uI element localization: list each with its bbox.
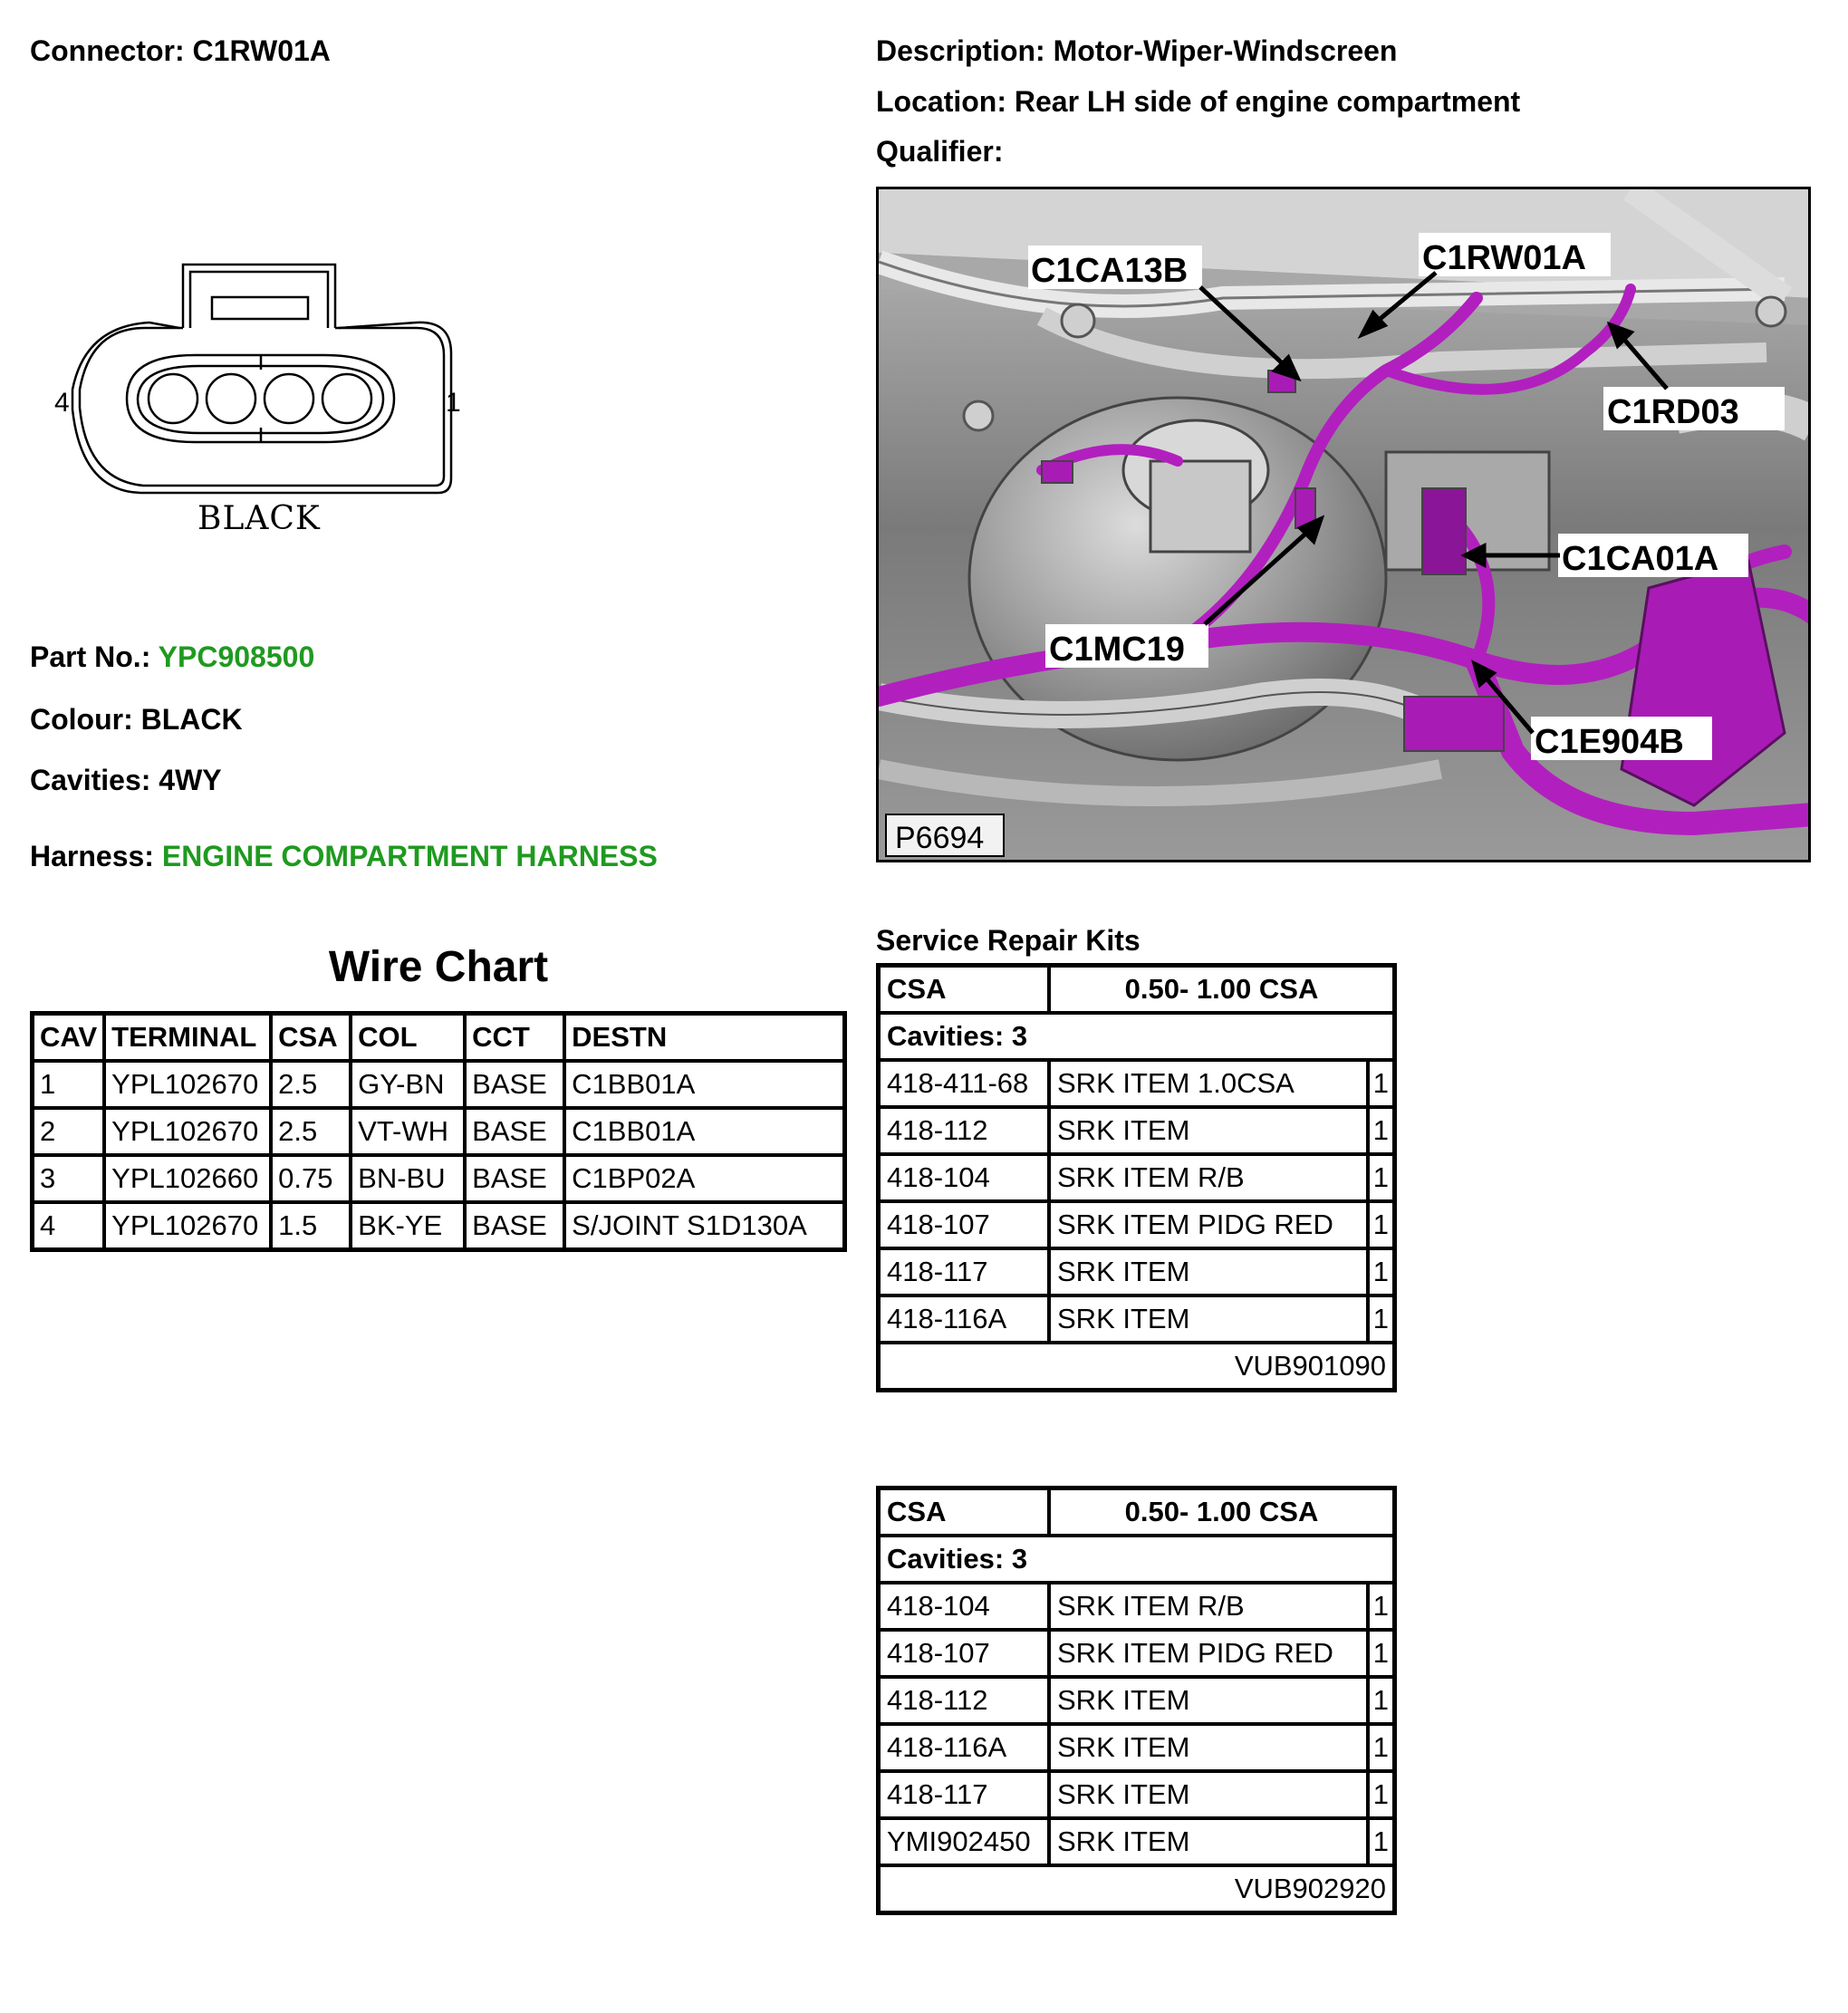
cell-cav: 1	[33, 1061, 105, 1108]
cell-destn: S/JOINT S1D130A	[564, 1202, 844, 1250]
kit-item-desc: SRK ITEM PIDG RED	[1049, 1630, 1368, 1677]
kit-item-desc: SRK ITEM PIDG RED	[1049, 1201, 1368, 1248]
cavities-row	[30, 764, 222, 797]
callout-c1ca01a: C1CA01A	[1562, 540, 1719, 578]
cavities-label: Cavities:	[30, 764, 151, 796]
kit-item-code: 418-107	[879, 1630, 1050, 1677]
cell-col: BN-BU	[351, 1155, 465, 1202]
col-header-destn: DESTN	[564, 1014, 844, 1062]
service-kit-table-1	[876, 963, 1397, 1392]
kit-item-code: 418-411-68	[879, 1060, 1050, 1107]
colour-value: BLACK	[140, 703, 243, 736]
connector-label: Connector:	[30, 34, 185, 67]
table-row	[879, 1107, 1395, 1154]
location-photo	[876, 187, 1811, 862]
callout-c1ca13b: C1CA13B	[1031, 252, 1189, 290]
cell-csa: 1.5	[271, 1202, 351, 1250]
kit-item-qty: 1	[1368, 1107, 1395, 1154]
callout-c1mc19: C1MC19	[1049, 631, 1185, 669]
cell-terminal: YPL102670	[104, 1202, 271, 1250]
description-row	[876, 34, 1397, 68]
callout-c1e904b: C1E904B	[1535, 723, 1684, 761]
cell-cav: 4	[33, 1202, 105, 1250]
cavity-1	[322, 374, 371, 423]
cell-terminal: YPL102660	[104, 1155, 271, 1202]
cell-terminal: YPL102670	[104, 1061, 271, 1108]
table-row	[879, 1630, 1395, 1677]
kit-item-desc: SRK ITEM	[1049, 1248, 1368, 1295]
kit-item-qty: 1	[1368, 1724, 1395, 1771]
description-value: Motor-Wiper-Windscreen	[1053, 34, 1398, 67]
kit-number: VUB901090	[879, 1343, 1395, 1391]
wire-chart-header-row	[33, 1014, 845, 1062]
cavity-4	[149, 374, 197, 423]
table-row	[879, 1583, 1395, 1630]
callout-c1rw01a: C1RW01A	[1422, 239, 1586, 277]
table-row	[879, 1771, 1395, 1818]
qualifier-label: Qualifier:	[876, 135, 1004, 168]
callout-c1rd03: C1RD03	[1607, 393, 1739, 431]
kit-item-code: 418-107	[879, 1201, 1050, 1248]
table-row	[879, 1154, 1395, 1201]
kit-item-qty: 1	[1368, 1771, 1395, 1818]
kit-csa-label: CSA	[879, 966, 1050, 1014]
cell-cct: BASE	[465, 1202, 564, 1250]
cell-cct: BASE	[465, 1108, 564, 1155]
table-row	[879, 1677, 1395, 1724]
kit-item-qty: 1	[1368, 1818, 1395, 1865]
kit-item-code: YMI902450	[879, 1818, 1050, 1865]
kit-item-desc: SRK ITEM	[1049, 1724, 1368, 1771]
location-label: Location:	[876, 85, 1006, 118]
diagram-colour-caption: BLACK	[197, 500, 321, 537]
connector-label-row	[30, 34, 331, 68]
location-row	[876, 85, 1520, 119]
description-label: Description:	[876, 34, 1045, 67]
table-row	[879, 1295, 1395, 1343]
harness-label: Harness:	[30, 840, 154, 872]
kit-item-code: 418-116A	[879, 1295, 1050, 1343]
connector-value: C1RW01A	[192, 34, 331, 67]
kit-item-desc: SRK ITEM R/B	[1049, 1154, 1368, 1201]
pin-label-1: 1	[446, 388, 461, 418]
kit-item-qty: 1	[1368, 1583, 1395, 1630]
kit-item-code: 418-104	[879, 1154, 1050, 1201]
col-header-csa: CSA	[271, 1014, 351, 1062]
kit-item-qty: 1	[1368, 1295, 1395, 1343]
cell-terminal: YPL102670	[104, 1108, 271, 1155]
kit-item-qty: 1	[1368, 1630, 1395, 1677]
table-row	[33, 1202, 845, 1250]
cell-col: GY-BN	[351, 1061, 465, 1108]
kit-item-desc: SRK ITEM R/B	[1049, 1583, 1368, 1630]
cell-csa: 2.5	[271, 1061, 351, 1108]
part-number-row	[30, 640, 314, 674]
cavities-value: 4WY	[159, 764, 222, 796]
kit-item-code: 418-112	[879, 1107, 1050, 1154]
wire-chart-title: Wire Chart	[328, 943, 549, 991]
service-kit-table-2	[876, 1486, 1397, 1915]
col-header-cav: CAV	[33, 1014, 105, 1062]
kit-item-qty: 1	[1368, 1248, 1395, 1295]
col-header-terminal: TERMINAL	[104, 1014, 271, 1062]
kit-item-qty: 1	[1368, 1677, 1395, 1724]
cell-destn: C1BP02A	[564, 1155, 844, 1202]
cell-csa: 2.5	[271, 1108, 351, 1155]
kit-item-desc: SRK ITEM	[1049, 1771, 1368, 1818]
table-row	[33, 1061, 845, 1108]
kit-item-code: 418-112	[879, 1677, 1050, 1724]
kit-csa-range: 0.50- 1.00 CSA	[1049, 966, 1395, 1014]
cell-cav: 2	[33, 1108, 105, 1155]
cell-cct: BASE	[465, 1155, 564, 1202]
location-photo-illustration	[879, 189, 1811, 862]
table-row	[33, 1108, 845, 1155]
pin-label-4: 4	[54, 388, 70, 418]
cell-destn: C1BB01A	[564, 1108, 844, 1155]
table-row	[879, 1724, 1395, 1771]
cell-destn: C1BB01A	[564, 1061, 844, 1108]
cell-cav: 3	[33, 1155, 105, 1202]
kit-item-qty: 1	[1368, 1154, 1395, 1201]
kit-item-desc: SRK ITEM	[1049, 1107, 1368, 1154]
kit-cavities: Cavities: 3	[879, 1013, 1395, 1060]
cell-csa: 0.75	[271, 1155, 351, 1202]
kit-number: VUB902920	[879, 1865, 1395, 1913]
kit-item-desc: SRK ITEM 1.0CSA	[1049, 1060, 1368, 1107]
kit-item-desc: SRK ITEM	[1049, 1295, 1368, 1343]
table-row	[33, 1155, 845, 1202]
table-row	[879, 1248, 1395, 1295]
kit-item-qty: 1	[1368, 1060, 1395, 1107]
colour-label: Colour:	[30, 703, 133, 736]
cavity-2	[265, 374, 313, 423]
cell-col: VT-WH	[351, 1108, 465, 1155]
table-row	[879, 1201, 1395, 1248]
table-row	[879, 1818, 1395, 1865]
location-value: Rear LH side of engine compartment	[1014, 85, 1521, 118]
harness-row	[30, 840, 658, 873]
kit-item-desc: SRK ITEM	[1049, 1677, 1368, 1724]
kit-item-code: 418-117	[879, 1771, 1050, 1818]
kit-csa-range: 0.50- 1.00 CSA	[1049, 1488, 1395, 1536]
part-number-label: Part No.:	[30, 640, 151, 673]
wire-chart-table	[30, 1011, 847, 1252]
photo-reference: P6694	[895, 821, 985, 855]
kit-item-code: 418-116A	[879, 1724, 1050, 1771]
part-number-link[interactable]: YPC908500	[158, 640, 315, 673]
col-header-col: COL	[351, 1014, 465, 1062]
kit-csa-label: CSA	[879, 1488, 1050, 1536]
service-kits-title: Service Repair Kits	[876, 924, 1141, 957]
colour-row	[30, 703, 243, 737]
col-header-cct: CCT	[465, 1014, 564, 1062]
kit-item-code: 418-117	[879, 1248, 1050, 1295]
kit-item-qty: 1	[1368, 1201, 1395, 1248]
kit-cavities: Cavities: 3	[879, 1536, 1395, 1583]
harness-link[interactable]: ENGINE COMPARTMENT HARNESS	[161, 840, 658, 872]
cavity-3	[207, 374, 255, 423]
cell-col: BK-YE	[351, 1202, 465, 1250]
table-row	[879, 1060, 1395, 1107]
kit-item-desc: SRK ITEM	[1049, 1818, 1368, 1865]
kit-item-code: 418-104	[879, 1583, 1050, 1630]
cell-cct: BASE	[465, 1061, 564, 1108]
